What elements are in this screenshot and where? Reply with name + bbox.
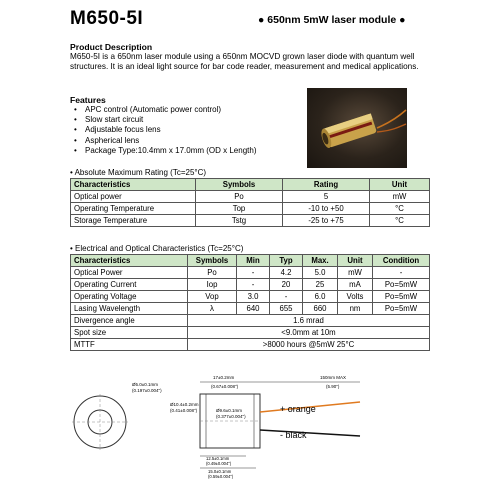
table-cell: °C [370,215,430,227]
table-cell: Operating Temperature [71,203,196,215]
table-row [71,327,430,339]
dim-length-in-text: (0.67±0.008") [211,384,239,389]
table-header-row [71,255,430,267]
model-number: M650-5I [70,8,144,29]
table-cell: -10 to +50 [283,203,370,215]
table-cell: Spot size [71,327,188,339]
table-cell: Operating Voltage [71,291,188,303]
feature-item: • Package Type:10.4mm x 17.0mm (OD x Length) [74,146,256,156]
label-orange: + orange [280,404,316,414]
table-cell: Po=5mW [373,303,430,315]
table-cell: Divergence angle [71,315,188,327]
column-header: Unit [370,179,430,191]
column-header: Symbols [188,255,237,267]
column-header: Rating [283,179,370,191]
table-header-row [71,179,430,191]
dim-od-text: Ø10.4±0.2mm [170,402,199,407]
table-row [71,303,430,315]
table-cell: Iop [188,279,237,291]
dim-od-in-text: (0.41±0.008") [170,408,198,413]
feature-item: • Adjustable focus lens [74,125,256,135]
column-header: Min [237,255,270,267]
table-cell: mW [370,191,430,203]
features-heading: Features [70,95,106,105]
dim-length-text: 17±0.2mm [213,375,235,380]
abs-max-title: • Absolute Maximum Rating (Tc=25°C) [70,168,207,177]
column-header: Characteristics [71,255,188,267]
table-row [71,291,430,303]
table-row [71,315,430,327]
feature-item: • Slow start circuit [74,115,256,125]
table-row [71,215,430,227]
table-cell: 5 [283,191,370,203]
column-header: Symbols [196,179,283,191]
table-cell: Po [196,191,283,203]
table-cell: 655 [270,303,303,315]
table-row [71,279,430,291]
abs-max-table [70,178,430,227]
table-cell: - [373,267,430,279]
features-list [74,105,256,156]
feature-item: • APC control (Automatic power control) [74,105,256,115]
table-cell: Volts [338,291,373,303]
dim-b-text: (0.49±0.004") [206,461,232,466]
table-row [71,203,430,215]
table-cell: 20 [270,279,303,291]
table-cell: Operating Current [71,279,188,291]
feature-item: • Aspherical lens [74,136,256,146]
column-header: Condition [373,255,430,267]
column-header: Max. [303,255,338,267]
table-cell: 640 [237,303,270,315]
mechanical-drawing [70,372,430,487]
elec-opt-title: • Electrical and Optical Characteristics (Tc=25°C) [70,244,244,253]
table-cell: Optical power [71,191,196,203]
dim-pcb-in-text: (0.377±0.004") [216,414,246,419]
dim-front-text: Ø5.0±0.1mm [132,382,158,387]
table-cell: λ [188,303,237,315]
product-description-heading: Product Description [70,42,153,52]
product-description-text: M650-5I is a 650nm laser module using a 650nm MOCVD grown laser diode with quantum well structures. It is an ideal light source for bar code reader, measurement and medical applications. [70,52,419,72]
table-cell: mA [338,279,373,291]
table-row [71,267,430,279]
label-black: - black [280,430,307,440]
dim-a-text: 12.5±0.1mm [206,456,230,461]
table-cell: 3.0 [237,291,270,303]
table-cell: Vop [188,291,237,303]
table-cell: Po=5mW [373,279,430,291]
dim-d-text: (0.59±0.004") [208,474,234,479]
column-header: Typ [270,255,303,267]
table-cell: <9.0mm at 10m [188,327,430,339]
table-cell: Storage Temperature [71,215,196,227]
table-cell: - [237,279,270,291]
table-cell: 1.6 mrad [188,315,430,327]
table-cell: nm [338,303,373,315]
table-row [71,339,430,351]
dimension-drawing [70,372,430,482]
column-header: Unit [338,255,373,267]
table-cell: Tstg [196,215,283,227]
dim-wire-text: 150mm MAX [320,375,347,380]
table-cell: - [237,267,270,279]
table-cell: Top [196,203,283,215]
table-cell: Po=5mW [373,291,430,303]
table-cell: 660 [303,303,338,315]
dim-c-text: 15.0±0.1mm [208,469,232,474]
table-cell: 5.0 [303,267,338,279]
laser-module-photo [307,88,407,168]
table-cell: >8000 hours @5mW 25°C [188,339,430,351]
table-cell: 25 [303,279,338,291]
table-cell: Po [188,267,237,279]
black-wire [260,430,360,436]
dim-front-in-text: (0.197±0.004") [132,388,162,393]
table-cell: 6.0 [303,291,338,303]
table-cell: mW [338,267,373,279]
product-subtitle: ● 650nm 5mW laser module ● [258,14,406,26]
table-cell: -25 to +75 [283,215,370,227]
dim-pcb-text: Ø9.6±0.1mm [216,408,242,413]
table-cell: - [270,291,303,303]
table-cell: Lasing Wavelength [71,303,188,315]
elec-opt-table [70,254,430,351]
table-cell: 4.2 [270,267,303,279]
table-row [71,191,430,203]
dim-wire-in-text: (5.90") [326,384,340,389]
table-cell: MTTF [71,339,188,351]
table-cell: Optical Power [71,267,188,279]
laser-module-image [307,88,407,168]
table-cell: °C [370,203,430,215]
column-header: Characteristics [71,179,196,191]
